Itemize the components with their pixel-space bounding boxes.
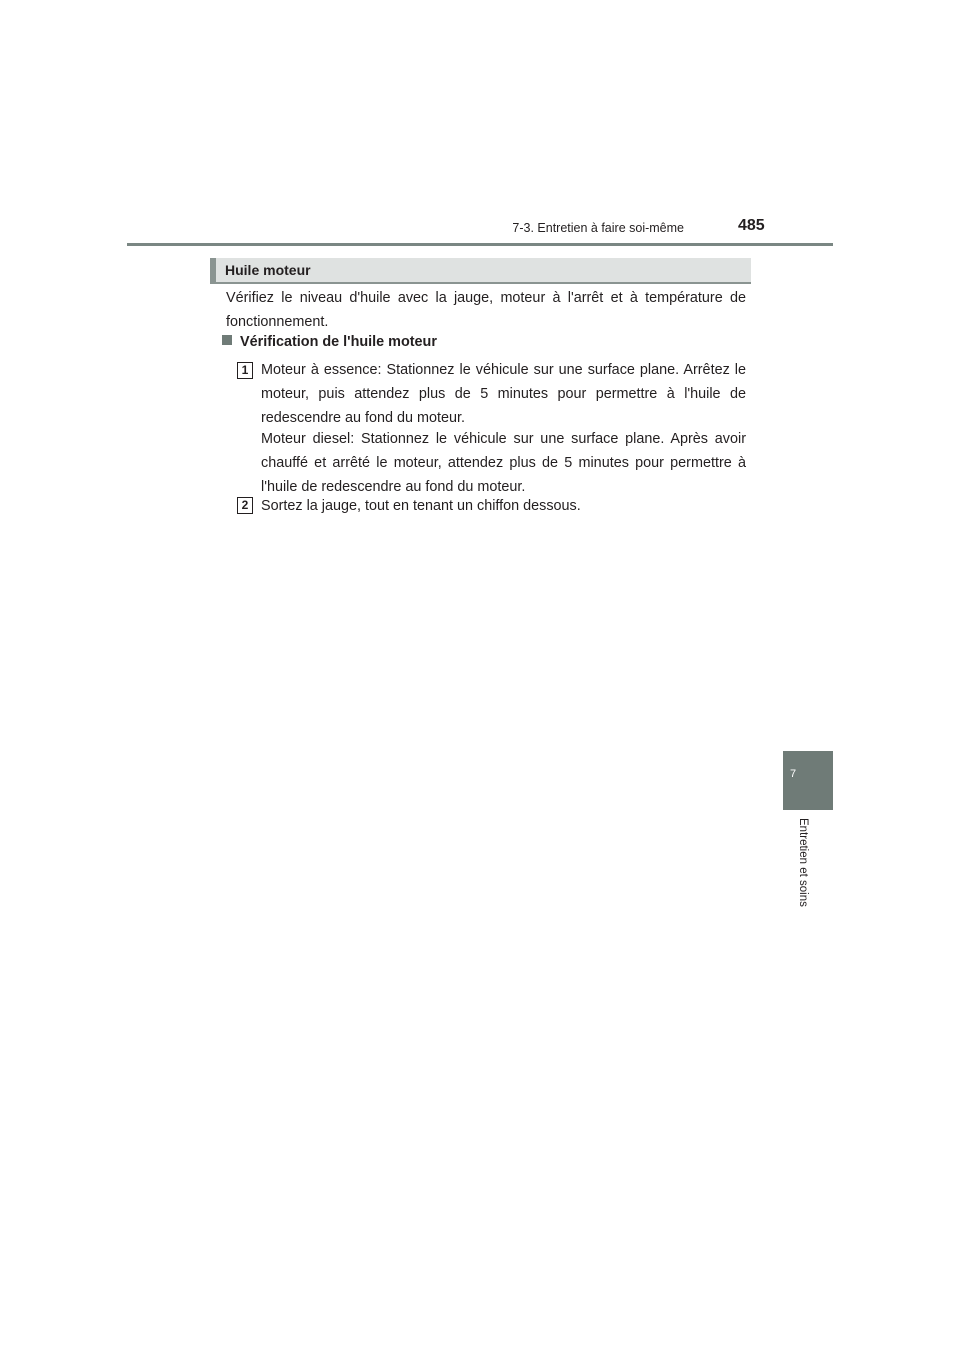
header-section-title: 7-3. Entretien à faire soi-même xyxy=(512,221,684,235)
step-2-text: Sortez la jauge, tout en tenant un chiffon dessous. xyxy=(261,498,581,514)
step-1-text: Moteur à essence: Stationnez le véhicule sur une surface plane. Arrêtez le moteur, puis attendez plus de 5 minutes pour permettre à l'huile de redescendre au fond du moteur. xyxy=(261,362,746,426)
step-2-number: 2 xyxy=(237,497,253,514)
header-divider xyxy=(127,243,833,246)
chapter-number: 7 xyxy=(790,768,797,780)
chapter-tab xyxy=(783,751,833,810)
square-bullet-icon xyxy=(222,335,232,345)
subsection-heading xyxy=(222,334,437,350)
intro-paragraph: Vérifiez le niveau d'huile avec la jauge, moteur à l'arrêt et à température de fonctionnement. xyxy=(226,290,746,330)
step-1-diesel-text: Moteur diesel: Stationnez le véhicule sur une surface plane. Après avoir chauffé et arrêté le moteur, attendez plus de 5 minutes pour permettre à l'huile de redescendre au fond du moteur. xyxy=(261,431,746,495)
chapter-title: Entretien et soins xyxy=(797,818,809,907)
section-heading-bar xyxy=(210,258,751,284)
section-heading-accent xyxy=(210,258,216,284)
section-title: Huile moteur xyxy=(225,262,311,278)
subsection-title: Vérification de l'huile moteur xyxy=(240,334,437,350)
page-number: 485 xyxy=(738,217,765,234)
step-1-number: 1 xyxy=(237,362,253,379)
